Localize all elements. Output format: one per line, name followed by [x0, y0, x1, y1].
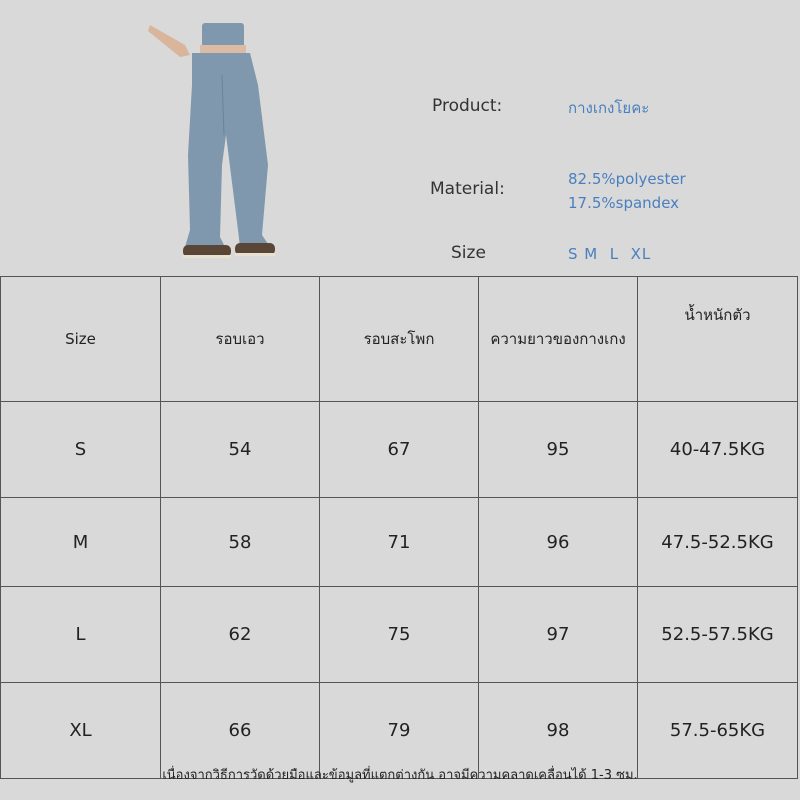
cell-weight: 57.5-65KG	[638, 683, 798, 779]
cell-size: L	[1, 587, 161, 683]
material-label: Material:	[430, 179, 505, 199]
cell-hip: 67	[320, 402, 479, 498]
cell-length: 96	[479, 498, 638, 587]
yoga-pants	[185, 53, 270, 247]
table-row	[1, 587, 798, 683]
cell-size: M	[1, 498, 161, 587]
cell-waist: 62	[161, 587, 320, 683]
cell-size: XL	[1, 683, 161, 779]
header-waist: รอบเอว	[161, 277, 320, 402]
header-size: Size	[1, 277, 161, 402]
crop-top	[202, 23, 244, 47]
size-label: Size	[451, 243, 486, 263]
cell-waist: 58	[161, 498, 320, 587]
cell-length: 98	[479, 683, 638, 779]
material-line-1: 82.5%polyester	[568, 170, 686, 188]
size-options: S M L XL	[568, 245, 652, 263]
table-row	[1, 402, 798, 498]
measurement-disclaimer: เนื่องจากวิธีการวัดด้วยมือและข้อมูลที่แตกต่างกัน อาจมีความคลาดเคลื่อนได้ 1-3 ซม.	[162, 768, 638, 783]
cell-hip: 79	[320, 683, 479, 779]
product-label: Product:	[432, 96, 503, 116]
cell-size: S	[1, 402, 161, 498]
cell-hip: 71	[320, 498, 479, 587]
cell-hip: 75	[320, 587, 479, 683]
header-hip: รอบสะโพก	[320, 277, 479, 402]
size-chart-table	[0, 276, 798, 779]
product-name: กางเกงโยคะ	[568, 99, 650, 117]
cell-weight: 40-47.5KG	[638, 402, 798, 498]
cell-waist: 54	[161, 402, 320, 498]
model-arm	[148, 25, 190, 57]
cell-waist: 66	[161, 683, 320, 779]
header-length: ความยาวของกางเกง	[479, 277, 638, 402]
cell-weight: 52.5-57.5KG	[638, 587, 798, 683]
material-line-2: 17.5%spandex	[568, 194, 680, 212]
header-weight: น้ำหนักตัว	[638, 277, 798, 402]
cell-weight: 47.5-52.5KG	[638, 498, 798, 587]
product-photo	[140, 15, 290, 270]
table-row	[1, 498, 798, 587]
table-header-row	[1, 277, 798, 402]
cell-length: 95	[479, 402, 638, 498]
material-value	[568, 167, 686, 215]
cell-length: 97	[479, 587, 638, 683]
